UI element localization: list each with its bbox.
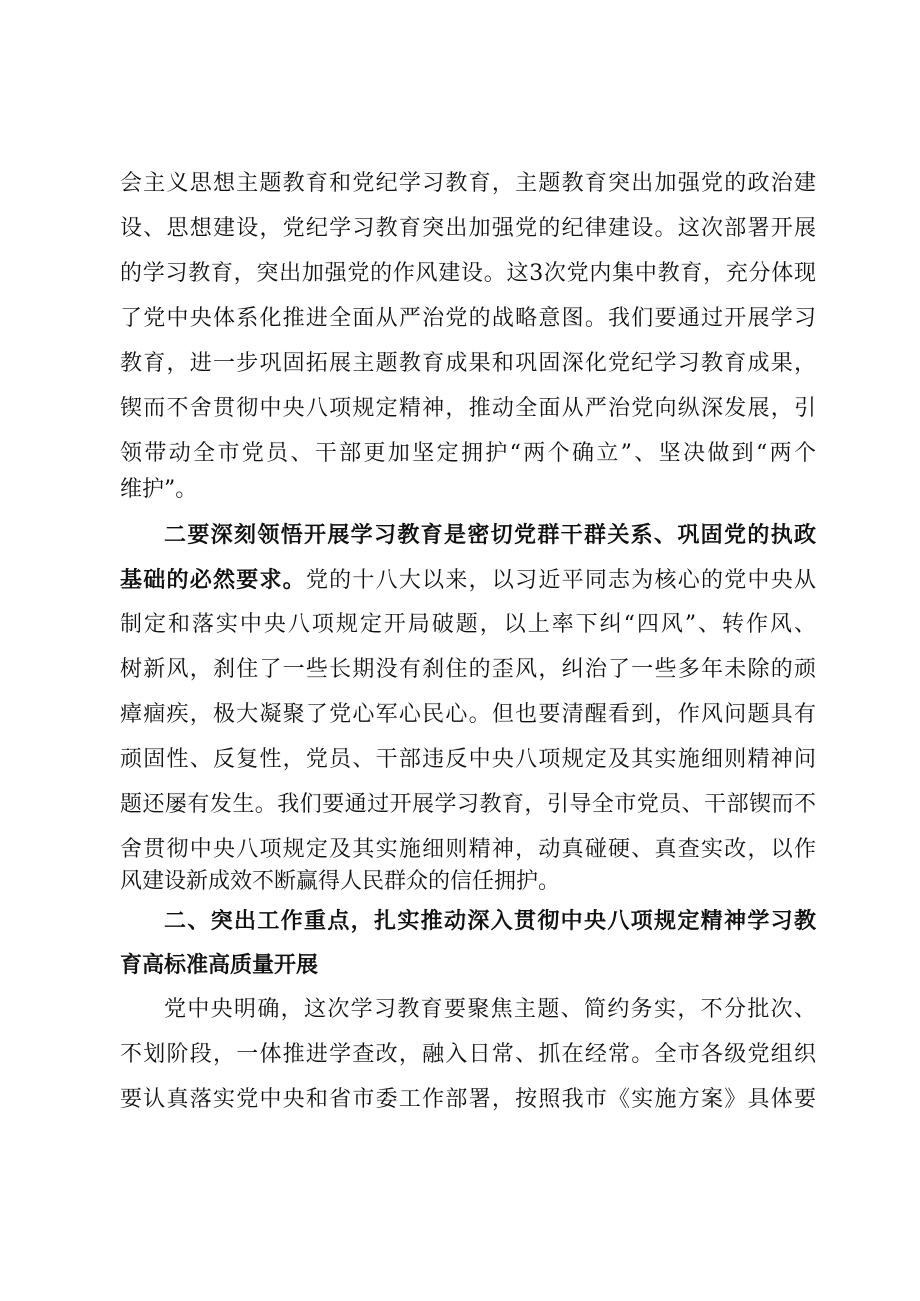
paragraph-3-line: 党中央明确，这次学习教育要聚焦主题、简约务实，不分批次、 bbox=[164, 997, 816, 1022]
paragraph-1-line: 锲而不舍贯彻中央八项规定精神，推动全面从严治党向纵深发展，引 bbox=[120, 396, 816, 421]
paragraph-2-lead-end: 基础的必然要求。 bbox=[120, 567, 306, 593]
paragraph-2-line: 顽固性、反复性，党员、干部违反中央八项规定及其实施细则精神问 bbox=[120, 747, 816, 772]
paragraph-3-line: 要认真落实党中央和省市委工作部署，按照我市《实施方案》具体要 bbox=[120, 1087, 816, 1112]
paragraph-2-line: 瘴痼疾，极大凝聚了党心军心民心。但也要清醒看到，作风问题具有 bbox=[120, 702, 816, 727]
paragraph-2-line: 风建设新成效不断赢得人民群众的信任拥护。 bbox=[120, 869, 561, 894]
paragraph-2-line: 舍贯彻中央八项规定及其实施细则精神，动真碰硬、真查实改，以作 bbox=[120, 837, 816, 862]
paragraph-2-line bbox=[120, 560, 816, 600]
paragraph-2-lead: 二要深刻领悟开展学习教育是密切党群干群关系、巩固党的执政 bbox=[164, 522, 816, 548]
paragraph-1-line: 了党中央体系化推进全面从严治党的战略意图。我们要通过开展学习 bbox=[120, 306, 816, 331]
paragraph-1-line: 会主义思想主题教育和党纪学习教育，主题教育突出加强党的政治建 bbox=[120, 171, 816, 196]
section-heading: 育高标准高质量开展 bbox=[120, 953, 319, 978]
paragraph-2-line-rest: 党的十八大以来，以习近平同志为核心的党中央从 bbox=[305, 568, 816, 593]
paragraph-1-line: 设、思想建设，党纪学习教育突出加强党的纪律建设。这次部署开展 bbox=[120, 216, 816, 241]
paragraph-2-line: 题还屡有发生。我们要通过开展学习教育，引导全市党员、干部锲而不 bbox=[120, 792, 816, 817]
paragraph-1-line: 的学习教育，突出加强党的作风建设。这3次党内集中教育，充分体现 bbox=[120, 261, 816, 286]
paragraph-2-line: 制定和落实中央八项规定开局破题，以上率下纠“四风”、转作风、 bbox=[120, 612, 816, 637]
paragraph-1-line: 领带动全市党员、干部更加坚定拥护“两个确立”、坚决做到“两个 bbox=[120, 441, 816, 466]
paragraph-3-line: 不划阶段，一体推进学查改，融入日常、抓在经常。全市各级党组织 bbox=[120, 1042, 816, 1067]
paragraph-1-line: 教育，进一步巩固拓展主题教育成果和巩固深化党纪学习教育成果， bbox=[120, 351, 816, 376]
paragraph-2-line: 树新风，刹住了一些长期没有刹住的歪风，纠治了一些多年未除的顽 bbox=[120, 657, 816, 682]
section-heading: 二、突出工作重点，扎实推动深入贯彻中央八项规定精神学习教 bbox=[164, 909, 816, 934]
paragraph-1-line: 维护”。 bbox=[120, 477, 198, 502]
